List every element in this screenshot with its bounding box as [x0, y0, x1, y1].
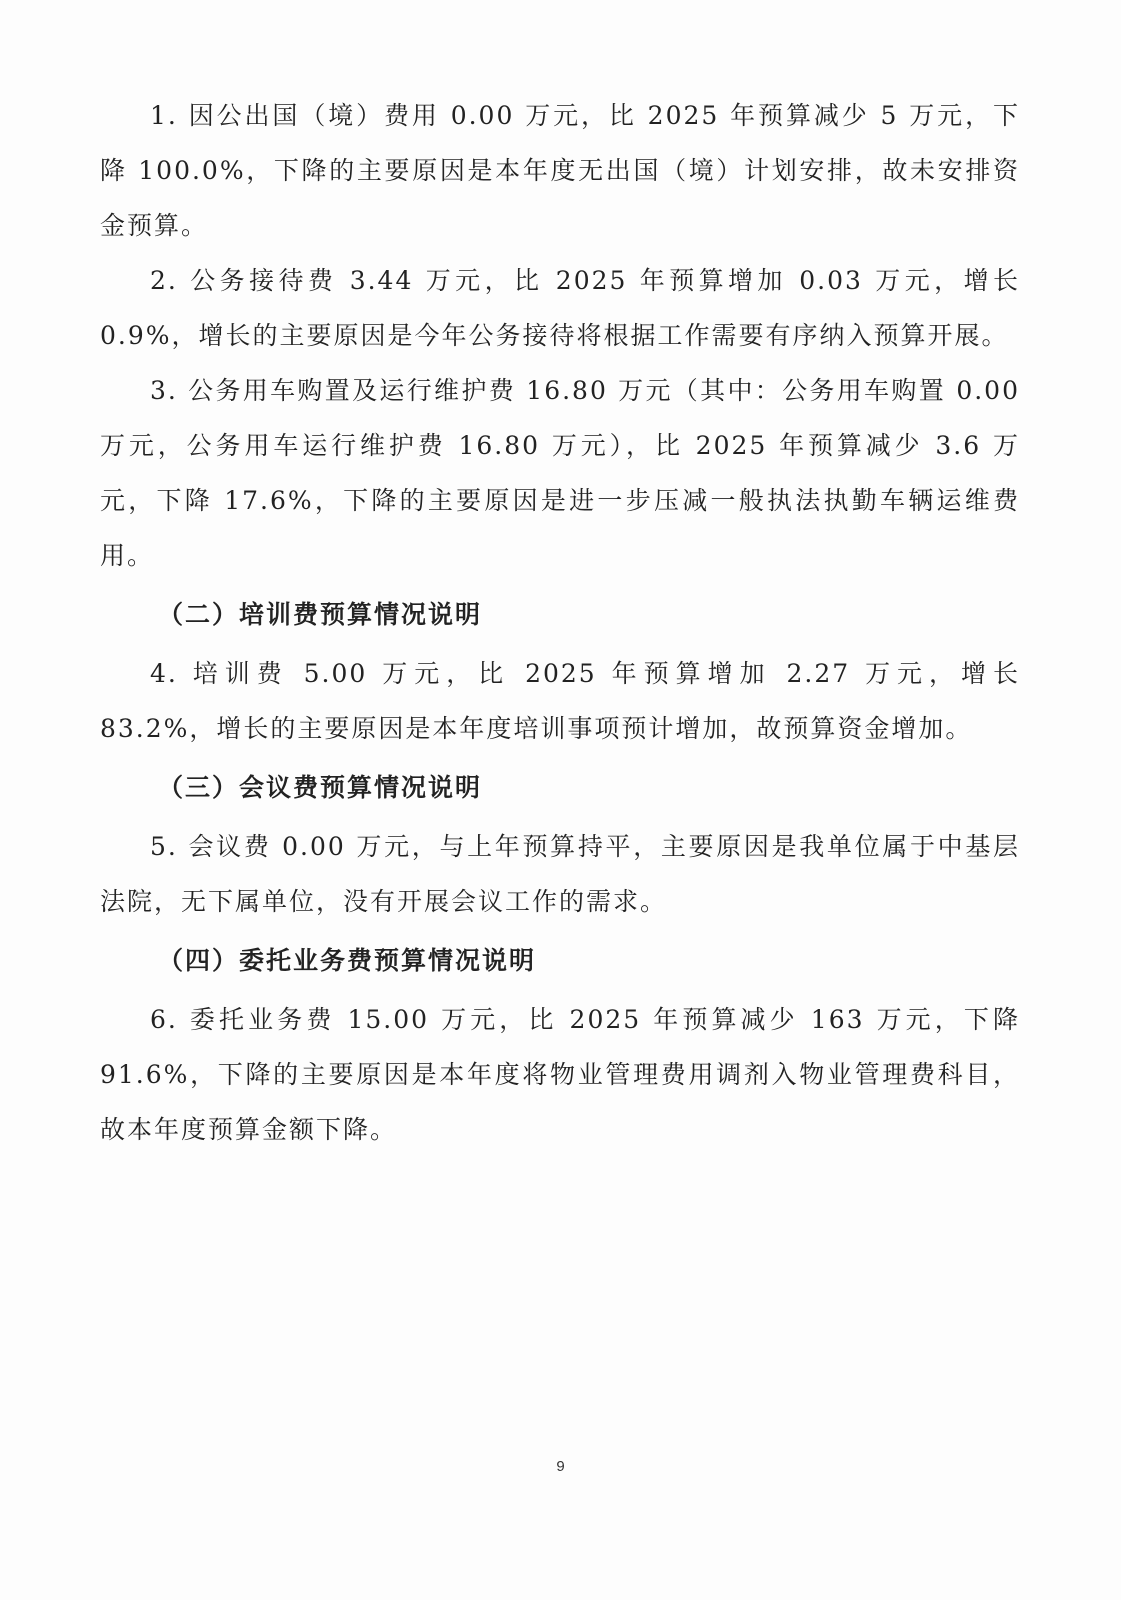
paragraph-commissioned: 6. 委托业务费 15.00 万元，比 2025 年预算减少 163 万元，下降 91.6%，下降的主要原因是本年度将物业管理费用调剂入物业管理费科目，故本年度预算金额下降。 — [100, 1005, 1020, 1144]
document-body — [100, 88, 1020, 1157]
section-heading-commissioned: （四）委托业务费预算情况说明 — [158, 946, 537, 975]
paragraph-foreign-travel: 1. 因公出国（境）费用 0.00 万元，比 2025 年预算减少 5 万元，下降 100.0%，下降的主要原因是本年度无出国（境）计划安排，故未安排资金预算。 — [100, 101, 1020, 240]
paragraph-meeting: 5. 会议费 0.00 万元，与上年预算持平，主要原因是我单位属于中基层法院，无下属单位，没有开展会议工作的需求。 — [100, 832, 1020, 916]
section-heading-training: （二）培训费预算情况说明 — [158, 600, 483, 629]
paragraph-training: 4. 培训费 5.00 万元，比 2025 年预算增加 2.27 万元，增长 83.2%，增长的主要原因是本年度培训事项预计增加，故预算资金增加。 — [100, 659, 1020, 743]
paragraph-vehicles: 3. 公务用车购置及运行维护费 16.80 万元（其中：公务用车购置 0.00 万元，公务用车运行维护费 16.80 万元），比 2025 年预算减少 3.6 万元，下降 17.6%，下降的主要原因是进一步压减一般执法执勤车辆运维费用。 — [100, 376, 1020, 570]
paragraph-reception: 2. 公务接待费 3.44 万元，比 2025 年预算增加 0.03 万元，增长 0.9%，增长的主要原因是今年公务接待将根据工作需要有序纳入预算开展。 — [100, 266, 1020, 350]
page-number: 9 — [556, 1458, 565, 1475]
section-heading-meeting: （三）会议费预算情况说明 — [158, 773, 483, 802]
